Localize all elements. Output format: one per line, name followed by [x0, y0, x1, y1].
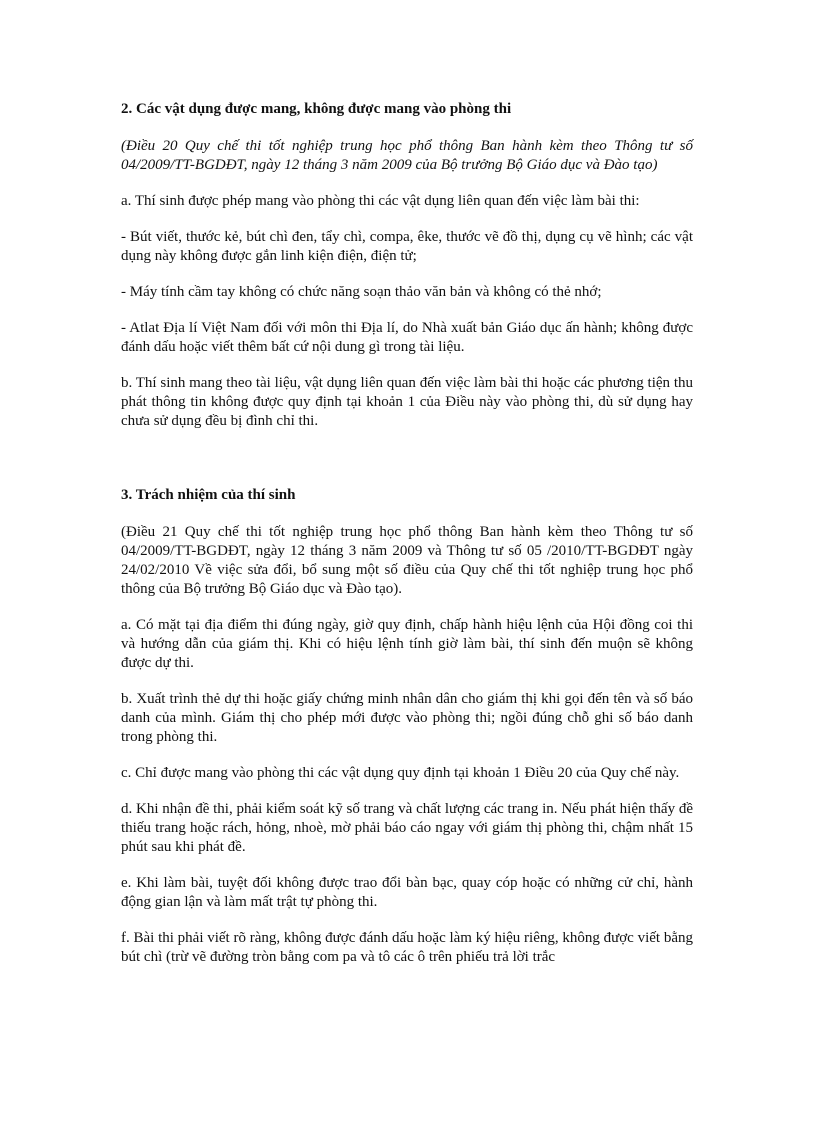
section-2-para-a: a. Thí sinh được phép mang vào phòng thi các vật dụng liên quan đến việc làm bài thi: [121, 193, 640, 209]
section-2-heading: 2. Các vật dụng được mang, không được mang vào phòng thi [121, 101, 512, 117]
section-3-reference: (Điều 21 Quy chế thi tốt nghiệp trung học phổ thông Ban hành kèm theo Thông tư số 04/2009/TT-BGDĐT, ngày 12 tháng 3 năm 2009 và Thông tư số 05 /2010/TT-BGDĐT ngày 24/02/2010 Về việc sửa đổi, bổ sung một số điều của Quy chế thi tốt nghiệp trung học phổ thông của Bộ trưởng Bộ Giáo dục và Đào tạo). [121, 524, 693, 597]
section-3-heading: 3. Trách nhiệm của thí sinh [121, 487, 296, 503]
section-2-item-1: - Bút viết, thước kẻ, bút chì đen, tẩy chì, compa, êke, thước vẽ đồ thị, dụng cụ vẽ hình; các vật dụng này không được gắn linh kiện điện, điện tử; [121, 229, 693, 264]
section-2-item-2: - Máy tính cầm tay không có chức năng soạn thảo văn bản và không có thẻ nhớ; [121, 284, 602, 300]
section-3-para-c: c. Chỉ được mang vào phòng thi các vật dụng quy định tại khoản 1 Điều 20 của Quy chế này. [121, 765, 680, 781]
document-page [121, 96, 693, 967]
section-3-para-e: e. Khi làm bài, tuyệt đối không được trao đổi bàn bạc, quay cóp hoặc có những cử chỉ, hành động gian lận và làm mất trật tự phòng thi. [121, 875, 693, 910]
section-2-item-3: - Atlat Địa lí Việt Nam đối với môn thi Địa lí, do Nhà xuất bản Giáo dục ấn hành; không được đánh dấu hoặc viết thêm bất cứ nội dung gì trong tài liệu. [121, 320, 693, 355]
section-3-para-f: f. Bài thi phải viết rõ ràng, không được đánh dấu hoặc làm ký hiệu riêng, không được viết bằng bút chì (trừ vẽ đường tròn bằng com pa và tô các ô trên phiếu trả lời trắc [121, 930, 693, 965]
section-3-para-a: a. Có mặt tại địa điểm thi đúng ngày, giờ quy định, chấp hành hiệu lệnh của Hội đồng coi thi và hướng dẫn của giám thị. Khi có hiệu lệnh tính giờ làm bài, thí sinh đến muộn sẽ không được dự thi. [121, 617, 693, 671]
section-2-para-b: b. Thí sinh mang theo tài liệu, vật dụng liên quan đến việc làm bài thi hoặc các phương tiện thu phát thông tin không được quy định tại khoản 1 của Điều này vào phòng thi, dù sử dụng hay chưa sử dụng đều bị đình chỉ thi. [121, 375, 693, 429]
section-2-reference: (Điều 20 Quy chế thi tốt nghiệp trung học phổ thông Ban hành kèm theo Thông tư số 04/2009/TT-BGDĐT, ngày 12 tháng 3 năm 2009 của Bộ trưởng Bộ Giáo dục và Đào tạo) [121, 138, 693, 173]
section-3-para-b: b. Xuất trình thẻ dự thi hoặc giấy chứng minh nhân dân cho giám thị khi gọi đến tên và số báo danh của mình. Giám thị cho phép mới được vào phòng thi; ngồi đúng chỗ ghi số báo danh trong phòng thi. [121, 691, 693, 745]
section-3-para-d: d. Khi nhận đề thi, phải kiểm soát kỹ số trang và chất lượng các trang in. Nếu phát hiện thấy đề thiếu trang hoặc rách, hỏng, nhoè, mờ phải báo cáo ngay với giám thị phòng thi, chậm nhất 15 phút sau khi phát đề. [121, 801, 693, 855]
